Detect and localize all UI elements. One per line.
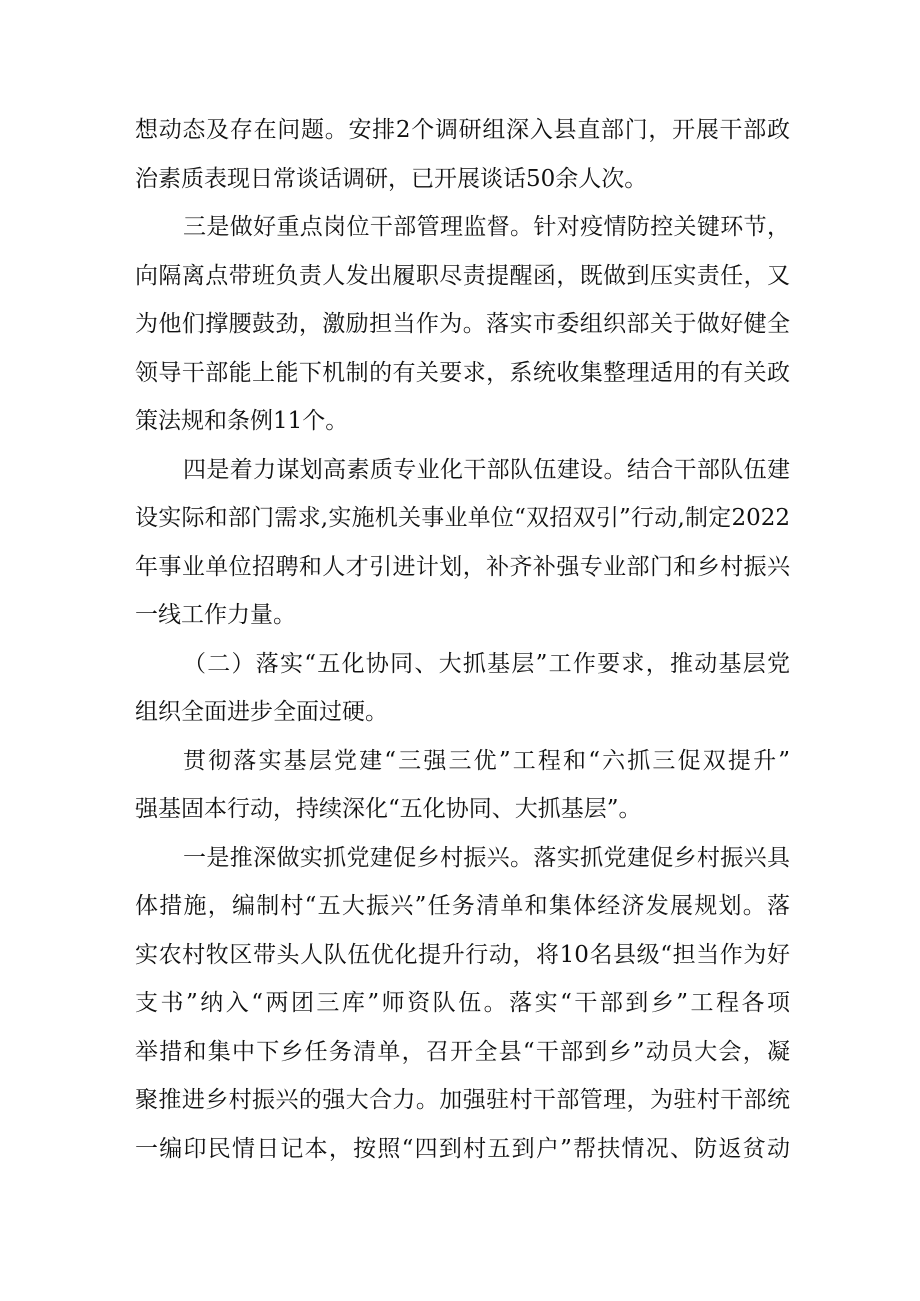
text-line: 想动态及存在问题。安排2个调研组深入县直部门，开展干部政 (135, 117, 790, 143)
paragraph (135, 446, 790, 640)
text-line: 一编印民情日记本，按照“四到村五到户”帮扶情况、防返贫动 (135, 1135, 790, 1162)
paragraph (135, 834, 790, 1174)
text-line: 组织全面进步全面过硬。 (135, 699, 388, 725)
text-line: 策法规和条例11个。 (135, 408, 349, 434)
text-line: 体措施，编制村“五大振兴”任务清单和集体经济发展规划。落 (135, 893, 790, 919)
text-line: 领导干部能上能下机制的有关要求，系统收集整理适用的有关政 (135, 359, 790, 386)
paragraph (135, 737, 790, 834)
text-line: 治素质表现日常谈话调研，已开展谈话50余人次。 (135, 165, 648, 192)
text-line: 贯彻落实基层党建“三强三优”工程和“六抓三促双提升” (183, 747, 790, 774)
text-line: 四是着力谋划高素质专业化干部队伍建设。结合干部队伍建 (183, 456, 790, 483)
text-line: 一是推深做实抓党建促乡村振兴。落实抓党建促乡村振兴具 (183, 844, 790, 871)
text-line: 一线工作力量。 (135, 602, 296, 628)
text-line: 向隔离点带班负责人发出履职尽责提醒函，既做到压实责任，又 (135, 262, 790, 289)
document-page (135, 106, 790, 1173)
text-line: 实农村牧区带头人队伍优化提升行动，将10名县级“担当作为好 (135, 941, 790, 968)
text-line: 强基固本行动，持续深化“五化协同、大抓基层”。 (135, 796, 642, 822)
text-line: 为他们撑腰鼓劲，激励担当作为。落实市委组织部关于做好健全 (135, 311, 790, 337)
paragraph (135, 203, 790, 446)
text-line: 支书”纳入“两团三库”师资队伍。落实“干部到乡”工程各项 (135, 990, 790, 1016)
text-line: 聚推进乡村振兴的强大合力。加强驻村干部管理，为驻村干部统 (135, 1087, 790, 1113)
text-line: （二）落实“五化协同、大抓基层”工作要求，推动基层党 (183, 650, 790, 677)
text-line: 三是做好重点岗位干部管理监督。针对疫情防控关键环节， (183, 214, 790, 240)
section-heading (135, 640, 790, 737)
paragraph (135, 106, 790, 203)
text-line: 举措和集中下乡任务清单，召开全县“干部到乡”动员大会，凝 (135, 1038, 790, 1065)
text-line: 设实际和部门需求,实施机关事业单位“双招双引”行动,制定2022 (135, 505, 790, 531)
text-line: 年事业单位招聘和人才引进计划，补齐补强专业部门和乡村振兴 (135, 553, 790, 580)
